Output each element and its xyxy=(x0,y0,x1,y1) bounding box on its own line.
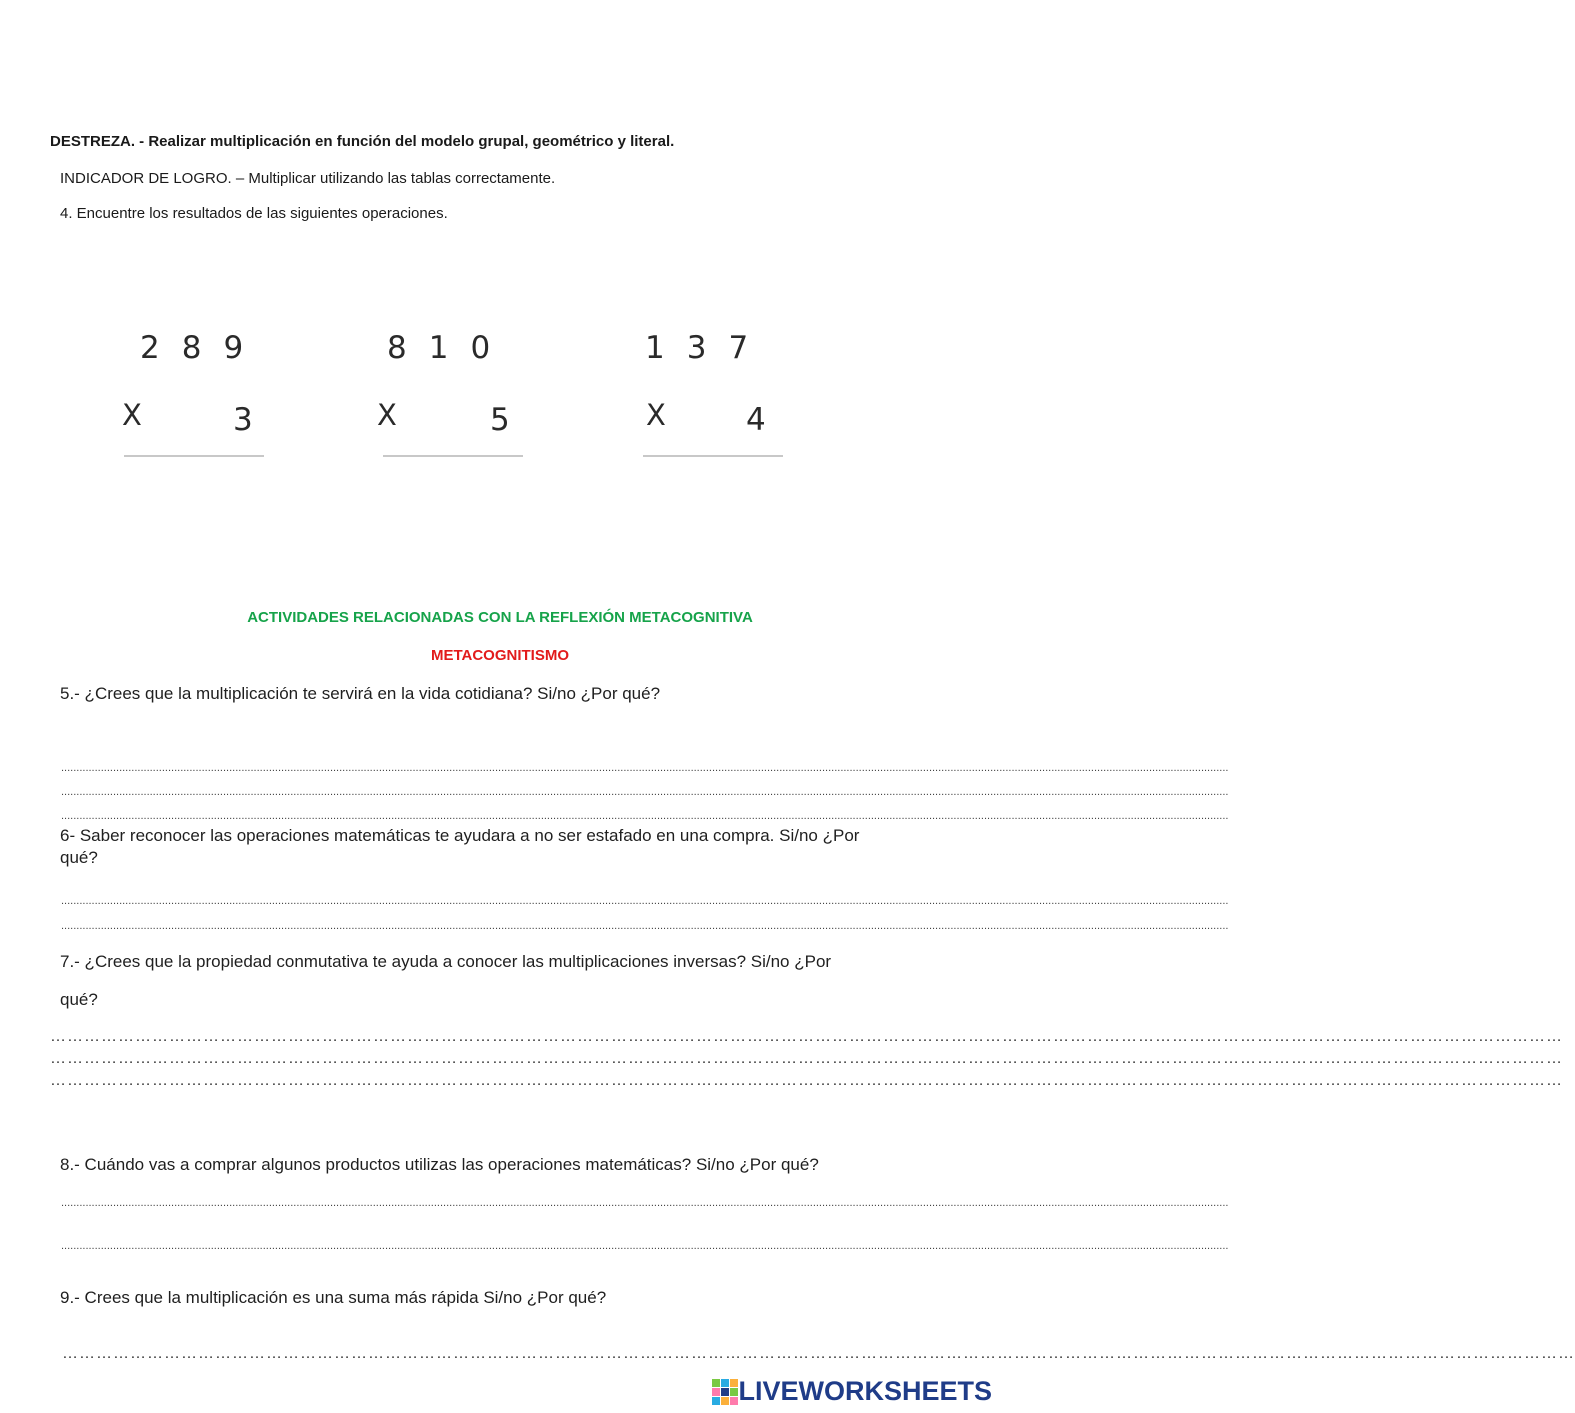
operation-1-times-sign: X xyxy=(122,398,142,432)
answer-line[interactable]: .............................................................................................................................................................................................................................................................................................................................................................................................. xyxy=(61,810,1229,822)
answer-line[interactable]: .............................................................................................................................................................................................................................................................................................................................................................................................. xyxy=(61,1197,1229,1209)
answer-line[interactable]: …………………………………………………………………………………………………………………………………………………………………………………………………………………………………………… xyxy=(50,1050,1563,1067)
destreza-heading: DESTREZA. - Realizar multiplicación en función del modelo grupal, geométrico y literal. xyxy=(50,133,675,150)
question-5: 5.- ¿Crees que la multiplicación te servirá en la vida cotidiana? Si/no ¿Por qué? xyxy=(60,684,661,703)
question-7-line-1: 7.- ¿Crees que la propiedad conmutativa te ayuda a conocer las multiplicaciones inversas? Si/no ¿Por xyxy=(60,952,832,971)
section-title: ACTIVIDADES RELACIONADAS CON LA REFLEXIÓN METACOGNITIVA xyxy=(247,609,753,626)
answer-line[interactable]: …………………………………………………………………………………………………………………………………………………………………………………………………………………………………………… xyxy=(50,1072,1563,1089)
question-6-line-2: qué? xyxy=(60,848,98,867)
answer-line[interactable]: …………………………………………………………………………………………………………………………………………………………………………………………………………………………………………… xyxy=(50,1028,1563,1045)
answer-line[interactable]: …………………………………………………………………………………………………………………………………………………………………………………………………………………………………………… xyxy=(62,1345,1575,1362)
section-subtitle: METACOGNITISMO xyxy=(430,647,570,664)
exercise-4-instruction: 4. Encuentre los resultados de las siguientes operaciones. xyxy=(60,205,448,222)
question-8: 8.- Cuándo vas a comprar algunos productos utilizas las operaciones matemáticas? Si/no ¿Por qué? xyxy=(60,1155,819,1174)
operation-2-times-sign: X xyxy=(377,398,397,432)
answer-line[interactable]: .............................................................................................................................................................................................................................................................................................................................................................................................. xyxy=(61,895,1229,907)
operation-3-multiplier: 4 xyxy=(746,402,766,438)
answer-line[interactable]: .............................................................................................................................................................................................................................................................................................................................................................................................. xyxy=(61,1240,1229,1252)
question-6-line-1: 6- Saber reconocer las operaciones matemáticas te ayudara a no ser estafado en una compra. Si/no ¿Por xyxy=(60,826,860,845)
answer-line[interactable]: .............................................................................................................................................................................................................................................................................................................................................................................................. xyxy=(61,920,1229,932)
operation-3-times-sign: X xyxy=(646,398,666,432)
operation-1-multiplier: 3 xyxy=(233,402,253,438)
operation-2-multiplier: 5 xyxy=(490,402,510,438)
liveworksheets-branding[interactable] xyxy=(712,1376,992,1407)
operation-1-answer-line[interactable] xyxy=(124,455,264,457)
liveworksheets-wordmark: LIVEWORKSHEETS xyxy=(738,1376,992,1406)
liveworksheets-logo-icon xyxy=(712,1379,738,1405)
answer-line[interactable]: .............................................................................................................................................................................................................................................................................................................................................................................................. xyxy=(61,786,1229,798)
question-7-line-2: qué? xyxy=(60,990,98,1009)
indicador-de-logro: INDICADOR DE LOGRO. – Multiplicar utilizando las tablas correctamente. xyxy=(60,170,556,187)
question-9: 9.- Crees que la multiplicación es una suma más rápida Si/no ¿Por qué? xyxy=(60,1288,607,1307)
operation-3-answer-line[interactable] xyxy=(643,455,783,457)
operation-2-answer-line[interactable] xyxy=(383,455,523,457)
operation-2-top-number: 810 xyxy=(387,330,513,366)
operation-3-top-number: 137 xyxy=(645,330,771,366)
operation-1-top-number: 289 xyxy=(140,330,266,366)
answer-line[interactable]: .............................................................................................................................................................................................................................................................................................................................................................................................. xyxy=(61,762,1229,774)
